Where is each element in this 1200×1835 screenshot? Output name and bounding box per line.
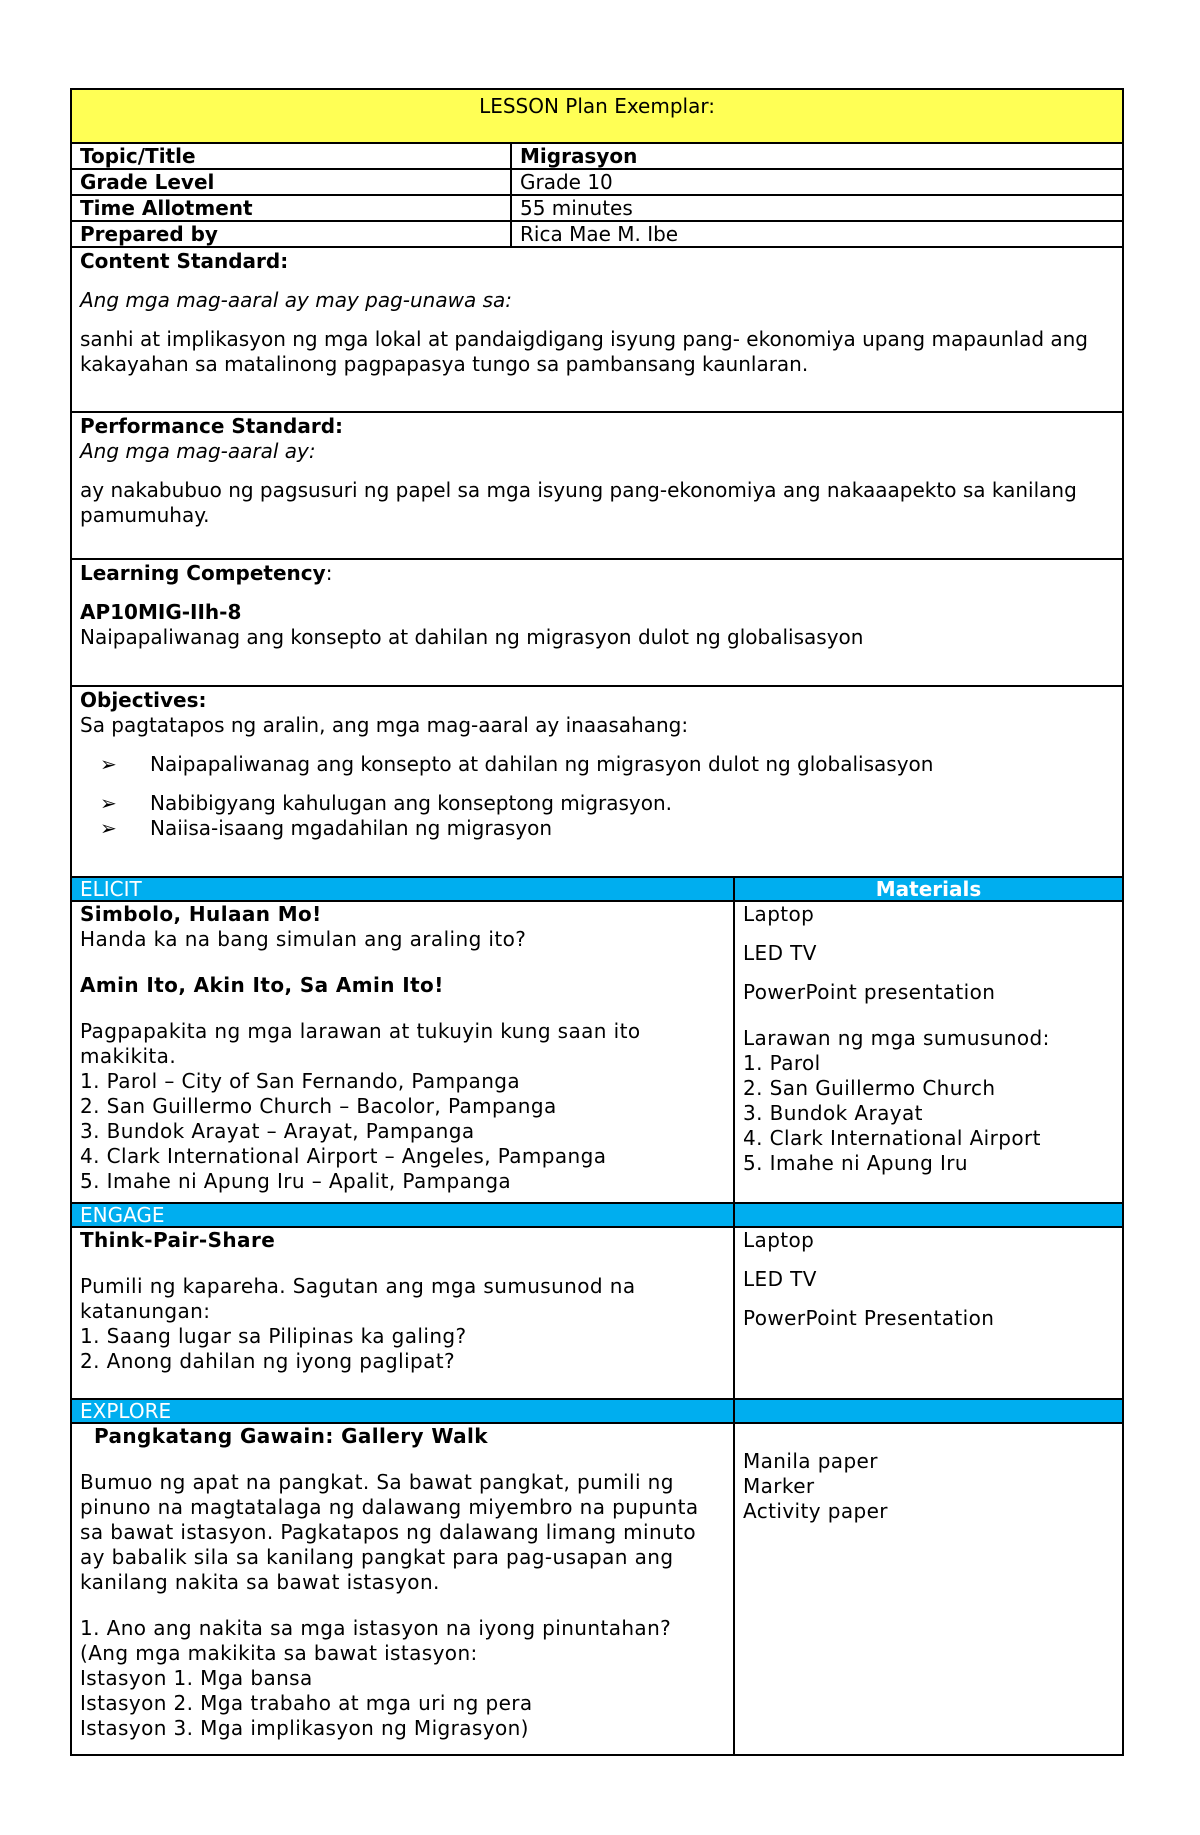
objectives-intro: Sa pagtatapos ng aralin, ang mga mag-aaral ay inaasahang: [80,713,689,737]
engage-materials [734,1227,1123,1399]
list-item: 2. Anong dahilan ng iyong paglipat? [80,1349,456,1373]
list-item: ➢ Naiisa-isaang mgadahilan ng migrasyon [100,816,553,840]
time-allotment-label: Time Allotment [71,195,511,221]
grade-level-label: Grade Level [71,169,511,195]
learning-competency-body: Naipapaliwanag ang konsepto at dahilan ng migrasyon dulot ng globalisasyon [80,625,864,649]
elicit-activities [71,901,734,1203]
elicit-activity-title: Simbolo, Hulaan Mo! [80,902,322,926]
learning-competency-colon: : [325,561,333,585]
list-item: 2. San Guillermo Church – Bacolor, Pampanga [80,1094,557,1118]
grade-level-value: Grade 10 [511,169,1123,195]
content-standard-intro: Ang mga mag-aaral ay may pag-unawa sa: [80,288,512,312]
explore-materials [734,1423,1123,1755]
materials-header: Materials [734,877,1123,901]
material-item: Larawan ng mga sumusunod: [743,1026,1050,1050]
performance-standard-label: Performance Standard: [80,414,344,438]
performance-standard-intro: Ang mga mag-aaral ay: [80,439,316,463]
material-item: Manila paper [743,1449,878,1473]
explore-question: 1. Ano ang nakita sa mga istasyon na iyong pinuntahan? [80,1616,672,1640]
arrow-bullet-icon: ➢ [100,752,117,776]
content-standard-section [71,247,1123,412]
elicit-materials [734,901,1123,1203]
topic-value: Migrasyon [511,143,1123,169]
lesson-plan-document [70,88,1122,1756]
list-item: Istasyon 2. Mga trabaho at mga uri ng pera [80,1691,533,1715]
material-item: LED TV [743,1267,817,1291]
topic-label: Topic/Title [71,143,511,169]
explore-header-blank [734,1399,1123,1423]
engage-activity-text: Pumili ng kapareha. Sagutan ang mga sumusunod na katanungan: [80,1274,636,1323]
content-standard-body: sanhi at implikasyon ng mga lokal at pandaigdigang isyung pang- ekonomiya upang mapaunlad ang kakayahan sa matalinong pagpapasya tungo sa pambansang kaunlaran. [80,327,1088,376]
performance-standard-section [71,412,1123,559]
list-item: 4. Clark International Airport [743,1126,1041,1150]
list-item: 3. Bundok Arayat [743,1101,923,1125]
list-item: 1. Parol [743,1051,821,1075]
engage-header-blank [734,1203,1123,1227]
content-standard-label: Content Standard: [80,249,289,273]
material-item: LED TV [743,941,817,965]
list-item: Istasyon 1. Mga bansa [80,1666,313,1690]
learning-competency-label: Learning Competency [80,561,326,585]
list-item: 5. Imahe ni Apung Iru [743,1151,968,1175]
elicit-activity-text: Handa ka na bang simulan ang araling ito? [80,927,527,951]
performance-standard-body: ay nakabubuo ng pagsusuri ng papel sa mga isyung pang-ekonomiya ang nakaaapekto sa kanilang pamumuhay. [80,478,1077,527]
elicit-activity-title: Amin Ito, Akin Ito, Sa Amin Ito! [80,973,444,997]
engage-activity-title: Think-Pair-Share [80,1228,276,1252]
time-allotment-value: 55 minutes [511,195,1123,221]
page-title: LESSON Plan Exemplar: [71,89,1123,143]
lesson-plan-table [70,88,1124,1756]
elicit-header: ELICIT [71,877,734,901]
explore-activity [71,1423,734,1755]
list-item: 4. Clark International Airport – Angeles, Pampanga [80,1144,607,1168]
material-item: PowerPoint Presentation [743,1306,995,1330]
engage-header: ENGAGE [71,1203,734,1227]
list-item: 3. Bundok Arayat – Arayat, Pampanga [80,1119,475,1143]
objectives-list [80,752,1114,841]
list-item: ➢ Nabibigyang kahulugan ang konseptong migrasyon. [100,791,673,815]
list-item: Istasyon 3. Mga implikasyon ng Migrasyon) [80,1716,529,1740]
explore-header: EXPLORE [71,1399,734,1423]
explore-activity-text: Bumuo ng apat na pangkat. Sa bawat pangkat, pumili ng pinuno na magtatalaga ng dalawang miyembro na pupunta sa bawat istasyon. Pagkatapos ng dalawang limang minuto ay babalik sila sa kanilang pangkat para pag-usapan ang kanilang nakita sa bawat istasyon. [80,1470,699,1594]
list-item: (Ang mga makikita sa bawat istasyon: [80,1641,478,1665]
material-item: Laptop [743,1228,815,1252]
arrow-bullet-icon: ➢ [100,791,117,815]
engage-activity [71,1227,734,1399]
prepared-by-label: Prepared by [71,221,511,247]
competency-code: AP10MIG-IIh-8 [80,600,242,624]
list-item: ➢ Naipapaliwanag ang konsepto at dahilan ng migrasyon dulot ng globalisasyon [100,752,934,776]
objectives-label: Objectives: [80,688,207,712]
explore-activity-title: Pangkatang Gawain: Gallery Walk [94,1424,488,1448]
list-item: 1. Parol – City of San Fernando, Pampanga [80,1069,521,1093]
prepared-by-value: Rica Mae M. Ibe [511,221,1123,247]
list-item: 2. San Guillermo Church [743,1076,996,1100]
learning-competency-section [71,559,1123,686]
elicit-activity-text: Pagpapakita ng mga larawan at tukuyin kung saan ito makikita. [80,1019,641,1068]
objectives-section [71,686,1123,877]
list-item: 5. Imahe ni Apung Iru – Apalit, Pampanga [80,1169,512,1193]
material-item: Marker [743,1474,815,1498]
material-item: Laptop [743,902,815,926]
arrow-bullet-icon: ➢ [100,816,117,840]
material-item: PowerPoint presentation [743,980,996,1004]
material-item: Activity paper [743,1499,888,1523]
list-item: 1. Saang lugar sa Pilipinas ka galing? [80,1324,467,1348]
